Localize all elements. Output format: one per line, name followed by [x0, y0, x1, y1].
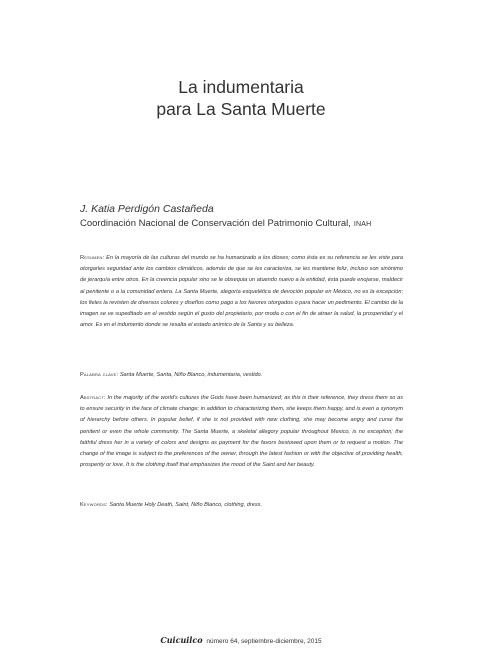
abstract-label: Abstract:	[80, 395, 106, 401]
abstract-section	[80, 393, 403, 471]
journal-citation: número 64, septiembre-diciembre, 2015	[206, 638, 322, 645]
affiliation-text: Coordinación Nacional de Conservación del Patrimonio Cultural,	[80, 218, 351, 229]
resumen-text: En la mayoría de las culturas del mundo se ha humanizado a los dioses; como ésta es su referencia se les viste para otorgarles seguridad ante los cambios climáticos, además de que se les caracteriza, se les mantiene feliz, incluso son sinónimo de jerarquía entre otros. En la creencia popular sino se le obsequia un atuendo nuevo a la entidad, ésta puede enojarse, maldecir al penitente o a la comunidad entera. La Santa Muerte, alegoría esquelética de devoción popular en México, no es la excepción; los fieles la revisten de diversos colores y diseños como pago a los favores otorgados o para hacer un pedimento. El cambio de la imagen se ve supeditado en el vestido según el gusto del propietario, por moda o con el fin de atraer la salud, la prosperidad y el amor. Es en el indumento donde se resalta el estado anímico de la Santa y su belleza.	[80, 255, 403, 329]
institution-acronym: INAH	[353, 221, 372, 228]
palabras-clave-label: Palabra clave:	[80, 372, 119, 378]
journal-logo: Cuicuilco	[160, 635, 203, 645]
palabras-clave-section	[80, 370, 403, 381]
author-affiliation	[80, 218, 371, 229]
keywords-section	[80, 500, 403, 511]
resumen-label: Resumen:	[80, 255, 105, 261]
resumen-section	[80, 253, 403, 331]
page-footer	[0, 635, 482, 645]
article-title-line-1: La indumentaria	[178, 77, 304, 97]
keywords-label: Keywords:	[80, 502, 108, 508]
author-name: J. Katia Perdigón Castañeda	[80, 203, 214, 215]
article-title	[0, 76, 482, 120]
keywords-text: Santa Muerte Holy Death, Saint, Niño Blanco, clothing, dress.	[109, 502, 262, 508]
palabras-clave-text: Santa Muerte, Santa, Niño Blanco, indumentaria, vestido.	[119, 372, 263, 378]
abstract-text: In the majority of the world's cultures the Gods have been humanized; as this is their reference, they dress them so as to ensure security in the face of climate change; in addition to characterizing them, she keeps them happy, and is even a synonym of hierarchy before others. In popular belief, if she is not provided with new clothing, she may become angry and curse the penitent or even the whole community. The Santa Muerte, a skeletal allegory popular throughout Mexico, is no exception; the faithful dress her in a variety of colors and designs as payment for the favors bestowed upon them or to request a motion. The change of the image is subject to the preferences of the owner, through the latest fashion or with the objective of providing health, prosperity or love. It is the clothing itself that emphasizes the mood of the Saint and her beauty.	[80, 395, 403, 469]
article-title-line-2: para La Santa Muerte	[156, 99, 326, 119]
